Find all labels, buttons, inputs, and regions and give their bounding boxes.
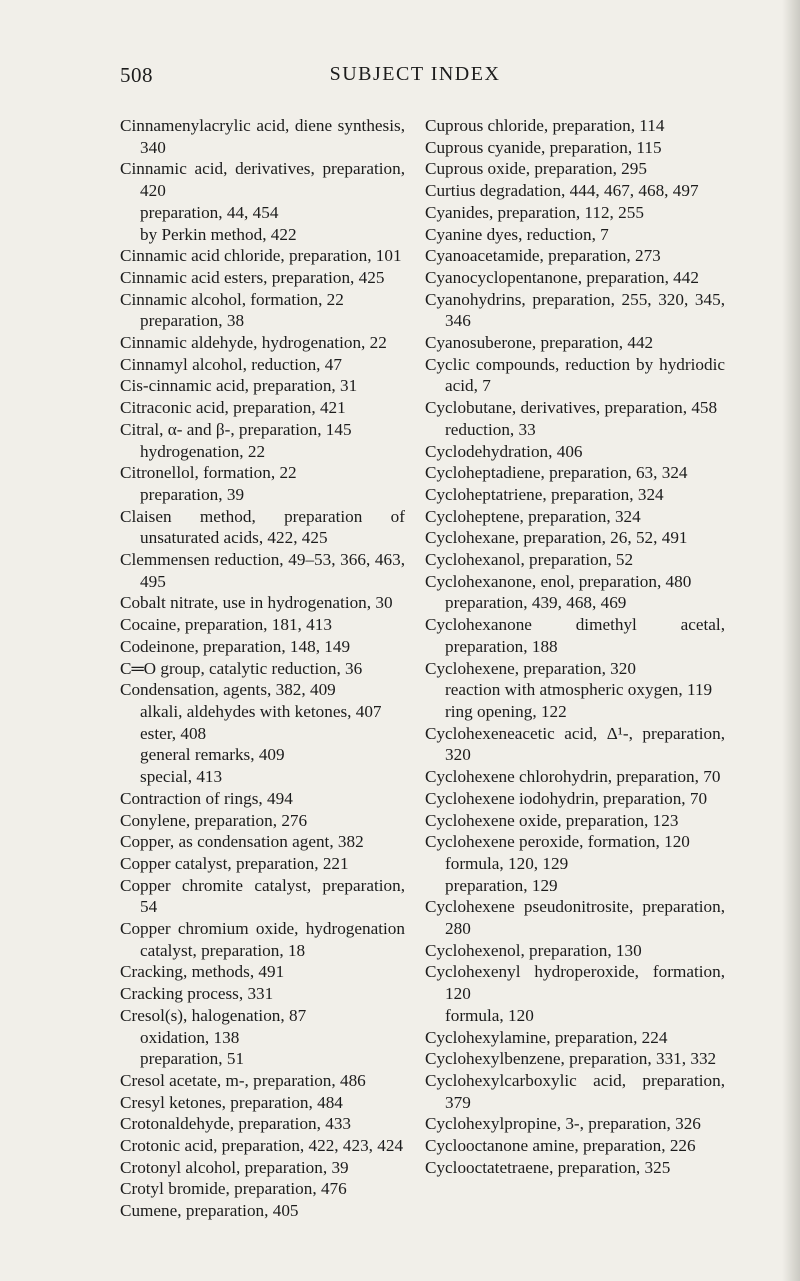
index-subentry: preparation, 44, 454 [140, 202, 279, 222]
index-entry: Cycloheptadiene, preparation, 63, 324 [425, 463, 688, 483]
index-entry: Cyclohexenyl hydroperoxide, formation, 120 [425, 962, 725, 1004]
index-subentry: preparation, 51 [140, 1049, 245, 1069]
index-entry: Cresyl ketones, preparation, 484 [120, 1092, 343, 1112]
index-subentry: ester, 408 [140, 723, 207, 743]
index-entry: Cyclic compounds, reduction by hydriodic acid, 7 [425, 354, 725, 396]
index-entry: Cinnamic aldehyde, hydrogenation, 22 [120, 333, 387, 353]
index-entry: Crotonaldehyde, preparation, 433 [120, 1114, 352, 1134]
index-entry: Crotonic acid, preparation, 422, 423, 424 [120, 1136, 404, 1156]
index-entry: Cinnamenylacrylic acid, diene synthesis, 340 [120, 116, 405, 157]
index-subentry: oxidation, 138 [140, 1027, 240, 1047]
index-entry: Crotonyl alcohol, preparation, 39 [120, 1157, 349, 1177]
index-column-right [425, 115, 725, 1178]
index-entry: Cyclohexanol, preparation, 52 [425, 550, 634, 570]
index-subentry: preparation, 439, 468, 469 [445, 593, 627, 613]
index-entry: Cyclohexanone, enol, preparation, 480 [425, 571, 692, 591]
index-entry: Cumene, preparation, 405 [120, 1201, 299, 1221]
index-entry: Cyclooctatetraene, preparation, 325 [425, 1157, 671, 1177]
index-entry: Cyclohexene peroxide, formation, 120 [425, 832, 690, 852]
index-entry: Cyanides, preparation, 112, 255 [425, 202, 644, 222]
index-entry: Cracking, methods, 491 [120, 962, 285, 982]
index-entry: Cuprous cyanide, preparation, 115 [425, 137, 662, 157]
index-entry: Cuprous chloride, preparation, 114 [425, 116, 665, 135]
index-subentry: formula, 120, 129 [445, 853, 569, 873]
index-entry: Copper catalyst, preparation, 221 [120, 853, 349, 873]
index-entry: Crotyl bromide, preparation, 476 [120, 1179, 347, 1199]
index-entry: Codeinone, preparation, 148, 149 [120, 636, 351, 656]
index-entry: Copper chromite catalyst, preparation, 54 [120, 875, 405, 917]
index-subentry: general remarks, 409 [140, 745, 285, 765]
index-subentry: special, 413 [140, 767, 223, 787]
index-entry: Copper chromium oxide, hydrogenation catalyst, preparation, 18 [120, 919, 405, 960]
index-entry: Cobalt nitrate, use in hydrogenation, 30 [120, 593, 393, 613]
index-entry: Cracking process, 331 [120, 984, 274, 1004]
index-entry: Cocaine, preparation, 181, 413 [120, 615, 332, 635]
index-entry: Cyclohexene chlorohydrin, preparation, 70 [425, 767, 721, 787]
index-entry: Cyclooctanone amine, preparation, 226 [425, 1136, 696, 1156]
index-entry: Copper, as condensation agent, 382 [120, 832, 364, 852]
index-entry: Cyclohexylcarboxylic acid, preparation, 379 [425, 1070, 725, 1112]
index-entry: Cycloheptene, preparation, 324 [425, 506, 641, 526]
index-entry: Cinnamyl alcohol, reduction, 47 [120, 354, 342, 374]
index-entry: Cyanine dyes, reduction, 7 [425, 224, 609, 244]
index-entry: Cyanohydrins, preparation, 255, 320, 345, 346 [425, 289, 725, 331]
index-subentry: reaction with atmospheric oxygen, 119 [445, 680, 713, 700]
index-entry: Clemmensen reduction, 49–53, 366, 463, 495 [120, 550, 405, 591]
page-title: SUBJECT INDEX [329, 63, 501, 85]
index-entry: Cinnamic acid, derivatives, preparation, 420 [120, 159, 405, 201]
index-entry: Cyclohexene iodohydrin, preparation, 70 [425, 788, 708, 808]
index-entry: Cyanoacetamide, preparation, 273 [425, 246, 661, 266]
index-entry: Cyclohexane, preparation, 26, 52, 491 [425, 528, 688, 548]
index-entry: Cyclohexanone dimethyl acetal, preparation, 188 [425, 615, 725, 656]
index-subentry: preparation, 39 [140, 484, 245, 504]
index-entry: Cyclohexylamine, preparation, 224 [425, 1027, 668, 1047]
index-entry: Citronellol, formation, 22 [120, 463, 297, 483]
index-entry: Conylene, preparation, 276 [120, 810, 308, 830]
index-entry: Citral, α- and β-, preparation, 145 [120, 419, 352, 439]
index-subentry: preparation, 38 [140, 311, 245, 331]
index-subentry: ring opening, 122 [445, 701, 567, 721]
index-entry: Cinnamic acid esters, preparation, 425 [120, 267, 385, 287]
index-entry: Cyclohexene oxide, preparation, 123 [425, 810, 679, 830]
index-entry: Cresol(s), halogenation, 87 [120, 1005, 307, 1025]
index-entry: Cinnamic alcohol, formation, 22 [120, 289, 344, 309]
index-entry: Cresol acetate, m-, preparation, 486 [120, 1070, 366, 1090]
index-subentry: preparation, 129 [445, 875, 558, 895]
index-entry: Cycloheptatriene, preparation, 324 [425, 484, 664, 504]
index-entry: Cyanosuberone, preparation, 442 [425, 333, 654, 353]
index-entry: Cinnamic acid chloride, preparation, 101 [120, 246, 402, 266]
index-subentry: reduction, 33 [445, 419, 536, 439]
index-subentry: formula, 120 [445, 1005, 534, 1025]
index-entry: Cyclohexeneacetic acid, Δ¹-, preparation, 320 [425, 723, 725, 765]
index-entry: Claisen method, preparation of unsaturated acids, 422, 425 [120, 506, 405, 548]
index-entry: Cyclobutane, derivatives, preparation, 458 [425, 398, 718, 418]
page-number: 508 [120, 63, 153, 87]
index-entry: Cyclodehydration, 406 [425, 441, 583, 461]
index-entry: Cyclohexene pseudonitrosite, preparation, 280 [425, 897, 725, 939]
index-entry: C═O group, catalytic reduction, 36 [120, 658, 363, 678]
page-header [120, 63, 710, 93]
index-entry: Contraction of rings, 494 [120, 788, 293, 808]
index-entry: Cyclohexenol, preparation, 130 [425, 940, 642, 960]
index-entry: Citraconic acid, preparation, 421 [120, 398, 346, 418]
index-entry: Cyclohexene, preparation, 320 [425, 658, 636, 678]
index-entry: Condensation, agents, 382, 409 [120, 680, 336, 700]
page-edge-shadow [782, 0, 800, 1281]
index-entry: Cyclohexylbenzene, preparation, 331, 332 [425, 1049, 717, 1069]
index-entry: Cyclohexylpropine, 3-, preparation, 326 [425, 1114, 701, 1134]
index-subentry: hydrogenation, 22 [140, 441, 266, 461]
index-column-left [120, 115, 405, 1222]
index-entry: Cuprous oxide, preparation, 295 [425, 159, 647, 179]
index-entry: Cis-cinnamic acid, preparation, 31 [120, 376, 358, 396]
index-subentry: by Perkin method, 422 [140, 224, 297, 244]
index-entry: Cyanocyclopentanone, preparation, 442 [425, 267, 699, 287]
index-subentry: alkali, aldehydes with ketones, 407 [140, 701, 382, 721]
index-entry: Curtius degradation, 444, 467, 468, 497 [425, 181, 699, 201]
